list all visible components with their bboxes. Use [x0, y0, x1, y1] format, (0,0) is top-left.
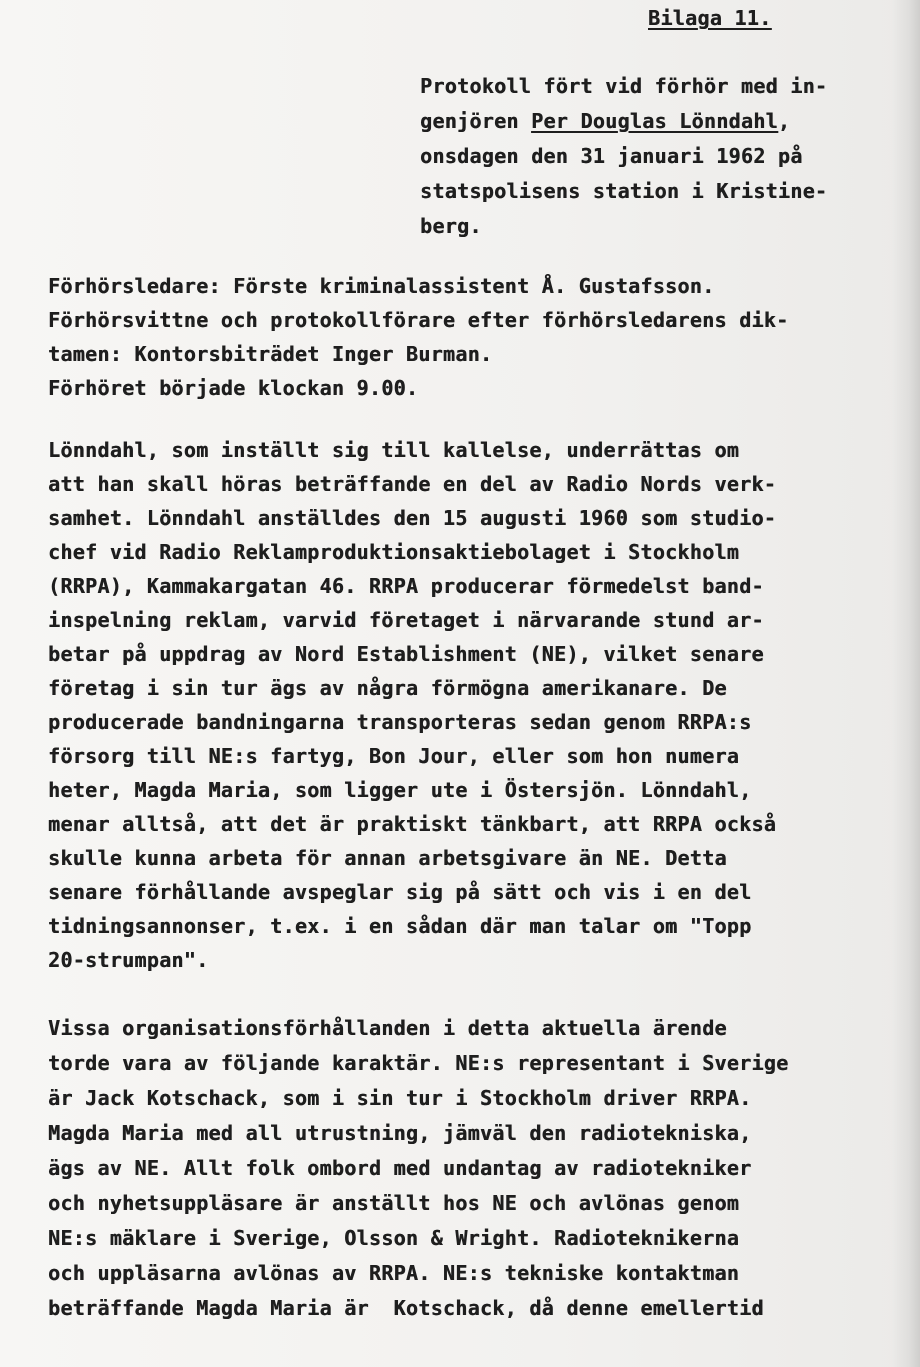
paragraph2-line: beträffande Magda Maria är Kotschack, då denne emellertid	[48, 1296, 764, 1320]
heading-line: berg.	[420, 214, 482, 238]
paragraph1-line: menar alltså, att det är praktiskt tänkbart, att RRPA också	[48, 812, 777, 836]
paragraph2-line: och uppläsarna avlönas av RRPA. NE:s tekniske kontaktman	[48, 1261, 740, 1285]
paragraph2-line: är Jack Kotschack, som i sin tur i Stockholm driver RRPA.	[48, 1086, 752, 1110]
paragraph1-line: senare förhållande avspeglar sig på sätt och vis i en del	[48, 880, 752, 904]
paragraph2-line: ägs av NE. Allt folk ombord med undantag av radiotekniker	[48, 1156, 752, 1180]
paragraph2-line: och nyhetsuppläsare är anställt hos NE och avlönas genom	[48, 1191, 740, 1215]
paragraph1-line: tidningsannonser, t.ex. i en sådan där man talar om "Topp	[48, 914, 752, 938]
paragraph1-line: företag i sin tur ägs av några förmögna amerikanare. De	[48, 676, 727, 700]
paragraph1-line: chef vid Radio Reklamproduktionsaktiebolaget i Stockholm	[48, 540, 740, 564]
heading-text: genjören	[420, 109, 532, 133]
paragraph1-line: betar på uppdrag av Nord Establishment (NE), vilket senare	[48, 642, 764, 666]
paragraph2-line: Magda Maria med all utrustning, jämväl den radiotekniska,	[48, 1121, 752, 1145]
attendance-line: Förhörsledare: Förste kriminalassistent Å. Gustafsson.	[48, 274, 715, 298]
attendance-line: tamen: Kontorsbiträdet Inger Burman.	[48, 342, 493, 366]
heading-line: Protokoll fört vid förhör med in-	[420, 74, 828, 98]
paragraph1-line: försorg till NE:s fartyg, Bon Jour, eller som hon numera	[48, 744, 740, 768]
paragraph1-line: samhet. Lönndahl anställdes den 15 augusti 1960 som studio-	[48, 506, 777, 530]
paragraph2-line: torde vara av följande karaktär. NE:s representant i Sverige	[48, 1051, 789, 1075]
paragraph1-line: skulle kunna arbeta för annan arbetsgivare än NE. Detta	[48, 846, 727, 870]
interviewee-name: Per Douglas Lönndahl	[531, 109, 778, 133]
paragraph2-line: NE:s mäklare i Sverige, Olsson & Wright. Radioteknikerna	[48, 1226, 740, 1250]
paragraph1-line: (RRPA), Kammakargatan 46. RRPA producerar förmedelst band-	[48, 574, 764, 598]
appendix-label: Bilaga 11.	[648, 6, 772, 30]
paragraph1-line: att han skall höras beträffande en del av Radio Nords verk-	[48, 472, 777, 496]
heading-line: statspolisens station i Kristine-	[420, 179, 828, 203]
heading-line: onsdagen den 31 januari 1962 på	[420, 144, 803, 168]
attendance-line: Förhöret började klockan 9.00.	[48, 376, 419, 400]
paragraph1-line: inspelning reklam, varvid företaget i närvarande stund ar-	[48, 608, 764, 632]
paragraph2-line: Vissa organisationsförhållanden i detta aktuella ärende	[48, 1016, 727, 1040]
paragraph1-line: heter, Magda Maria, som ligger ute i Östersjön. Lönndahl,	[48, 778, 752, 802]
page-edge-shadow	[892, 0, 920, 1367]
paragraph1-line: Lönndahl, som inställt sig till kallelse, underrättas om	[48, 438, 740, 462]
paragraph1-line: producerade bandningarna transporteras sedan genom RRPA:s	[48, 710, 752, 734]
heading-line	[420, 111, 790, 131]
heading-punctuation: ,	[777, 109, 791, 133]
paragraph1-line: 20-strumpan".	[48, 948, 209, 972]
attendance-line: Förhörsvittne och protokollförare efter förhörsledarens dik-	[48, 308, 789, 332]
